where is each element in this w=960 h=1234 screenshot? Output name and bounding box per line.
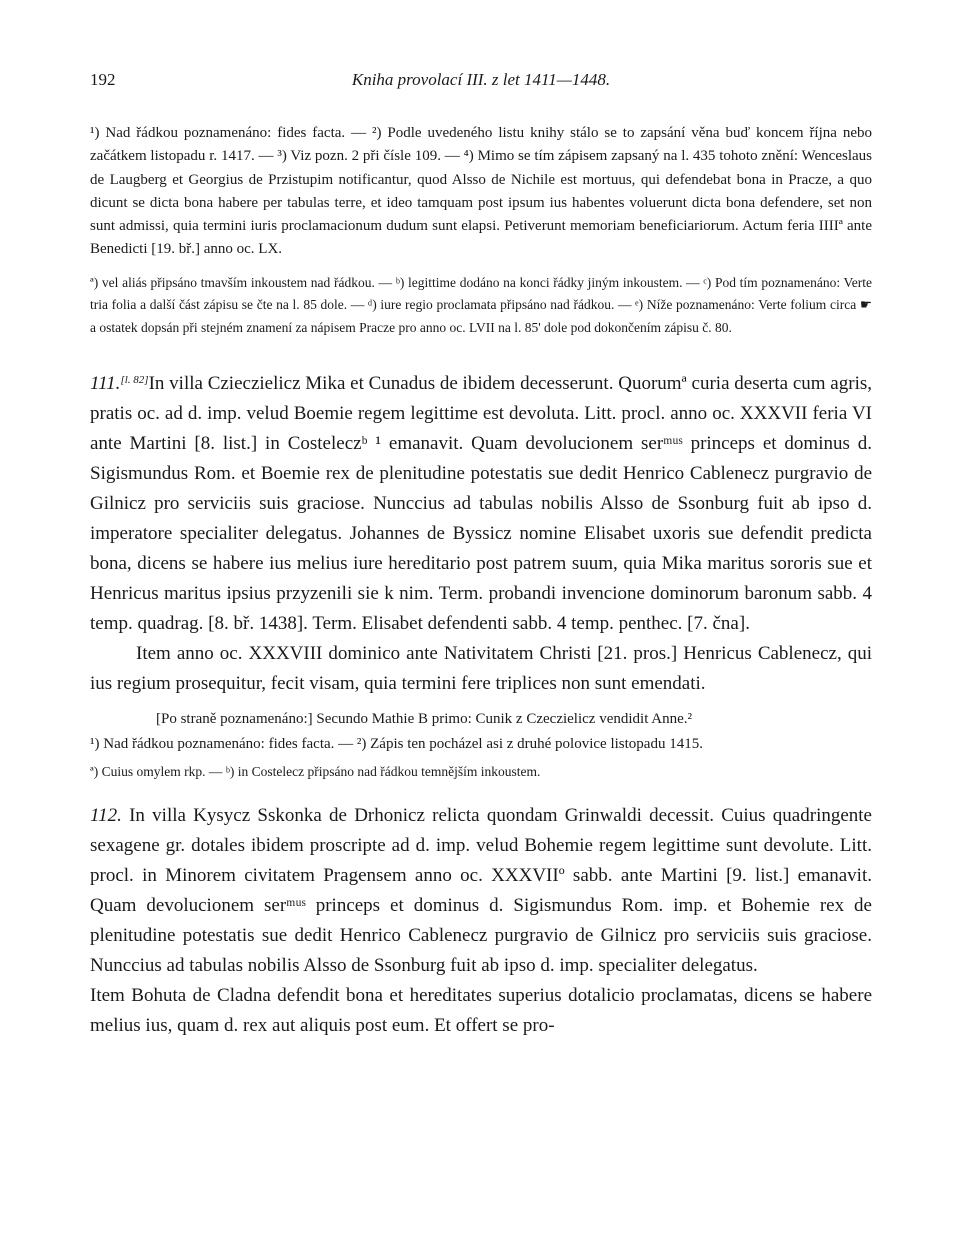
entry-111-apparatus: ª) Cuius omylem rkp. — ᵇ) in Costelecz připsáno nad řádkou temnějším inkoustem. <box>90 763 541 779</box>
entry-111-footnote: ¹) Nad řádkou poznamenáno: fides facta. — ²) Zápis ten pocházel asi z druhé polovice listopadu 1415. <box>90 736 703 753</box>
running-head <box>90 70 872 98</box>
entry-112-number: 112. <box>90 805 122 827</box>
entry-112-text-1: In villa Kysycz Sskonka de Drhonicz relicta quondam Grinwaldi decessit. Cuius quadringente sexagene gr. dotales ibidem proscripte ad d. imp. velud Bohemie regem legittime sunt devolute. Litt. procl. in Minorem civitatem Pragensem anno oc. XXXVIIº sabb. ante Martini [9. list.] emanavit. Quam devolucionem serᵐᵘˢ princeps et dominus d. Sigismundus Rom. imp. et Bohemie rex de plenitudine potestatis sue dedit Henrico Cablenecz purgravio de Gilnicz pro serviciis suis graciose. Nunccius ad tabulas nobilis Alsso de Ssonburg fuit ab ipso d. imp. specialiter delegatus. <box>90 805 872 977</box>
entry-111-number: 111. <box>90 373 121 395</box>
entry-111-paragraph-1 <box>90 365 872 639</box>
entry-112-paragraph-2: Item Bohuta de Cladna defendit bona et hereditates superius dotalicio proclamatas, dicens se habere melius ius, quam d. rex aut aliquis post eum. Et offert se pro- <box>90 985 872 1037</box>
running-title: Kniha provolací III. z let 1411—1448. <box>351 70 611 89</box>
footnotes-top: ¹) Nad řádkou poznamenáno: fides facta. — ²) Podle uvedeného listu knihy stálo se to zapsání věna buď koncem října nebo začátkem listopadu r. 1417. — ³) Viz pozn. 2 při čísle 109. — ⁴) Mimo se tím zápisem zapsaný na l. 435 tohoto znění: Wenceslaus de Laugberg et Georgius de Przistupim notificantur, quod Alsso de Nichile est mortuus, qui defendebat bona in Pracze, a quo dicunt se dicta bona habere per tabulas terre, et ideo tamquam post ipsum ius habentes voluerunt dicta bona defendere, set non sunt admissi, quia termini iuris proclamacionum dudum sunt elapsi. Petiverunt memoriam beneficiariorum. Actum feria IIIIª ante Benedicti [19. bř.] anno oc. LX. <box>90 125 872 258</box>
apparatus-top: ª) vel aliás připsáno tmavším inkoustem nad řádkou. — ᵇ) legittime dodáno na konci řádky jiným inkoustem. — ᶜ) Pod tím poznamenáno: Verte tria folia a další část zápisu se čte na l. 85 dole. — ᵈ) iure regio proclamata připsáno nad řádkou. — ᵉ) Níže poznamenáno: Verte folium circa ☛ a ostatek dopsán při stejném znamení za nápisem Pracze pro anno oc. LVII na l. 85' dole pod dokončením zápisu č. 80. <box>90 274 872 335</box>
entry-111-paragraph-2: Item anno oc. XXXVIII dominico ante Nativitatem Christi [21. pros.] Henricus Cablenecz, qui ius regium prosequitur, fecit visam, quia termini fere triplices non sunt emendati. <box>90 643 872 695</box>
page-number: 192 <box>90 70 116 89</box>
entry-111-folio-ref: [l. 82] <box>120 374 149 387</box>
entry-111-text-1: In villa Czieczielicz Mika et Cunadus de ibidem decesserunt. Quorumª curia deserta cum agris, pratis oc. ad d. imp. velud Boemie regem legittime est devoluta. Litt. procl. anno oc. XXXVII feria VI ante Martini [8. list.] in Costeleczᵇ ¹ emanavit. Quam devolucionem serᵐᵘˢ princeps et dominus d. Sigismundus Rom. et Boemie rex de plenitudine potestatis sue dedit Henrico Cablenecz purgravio de Gilnicz pro serviciis suis graciose. Nunccius ad tabulas nobilis Alsso de Ssonburg fuit ab ipso d. imperatore specialiter delegatus. Johannes de Byssicz nomine Elisabet uxoris sue defendit predicta bona, dicens se habere ius melius iure hereditario post patrem suum, quia Mika maritus sororis sue et Henricus maritus ipsius przyzenili sie k nim. Term. probandi invencione dominorum baronum sabb. 4 temp. quadrag. [8. bř. 1438]. Term. Elisabet defendenti sabb. 4 temp. penthec. [7. čna]. <box>90 373 872 635</box>
page <box>90 70 872 1041</box>
entry-112-paragraph-1 <box>90 801 872 981</box>
entry-111-margin-note: [Po straně poznamenáno:] Secundo Mathie B primo: Cunik z Czeczielicz vendidit Anne.² <box>156 711 693 728</box>
